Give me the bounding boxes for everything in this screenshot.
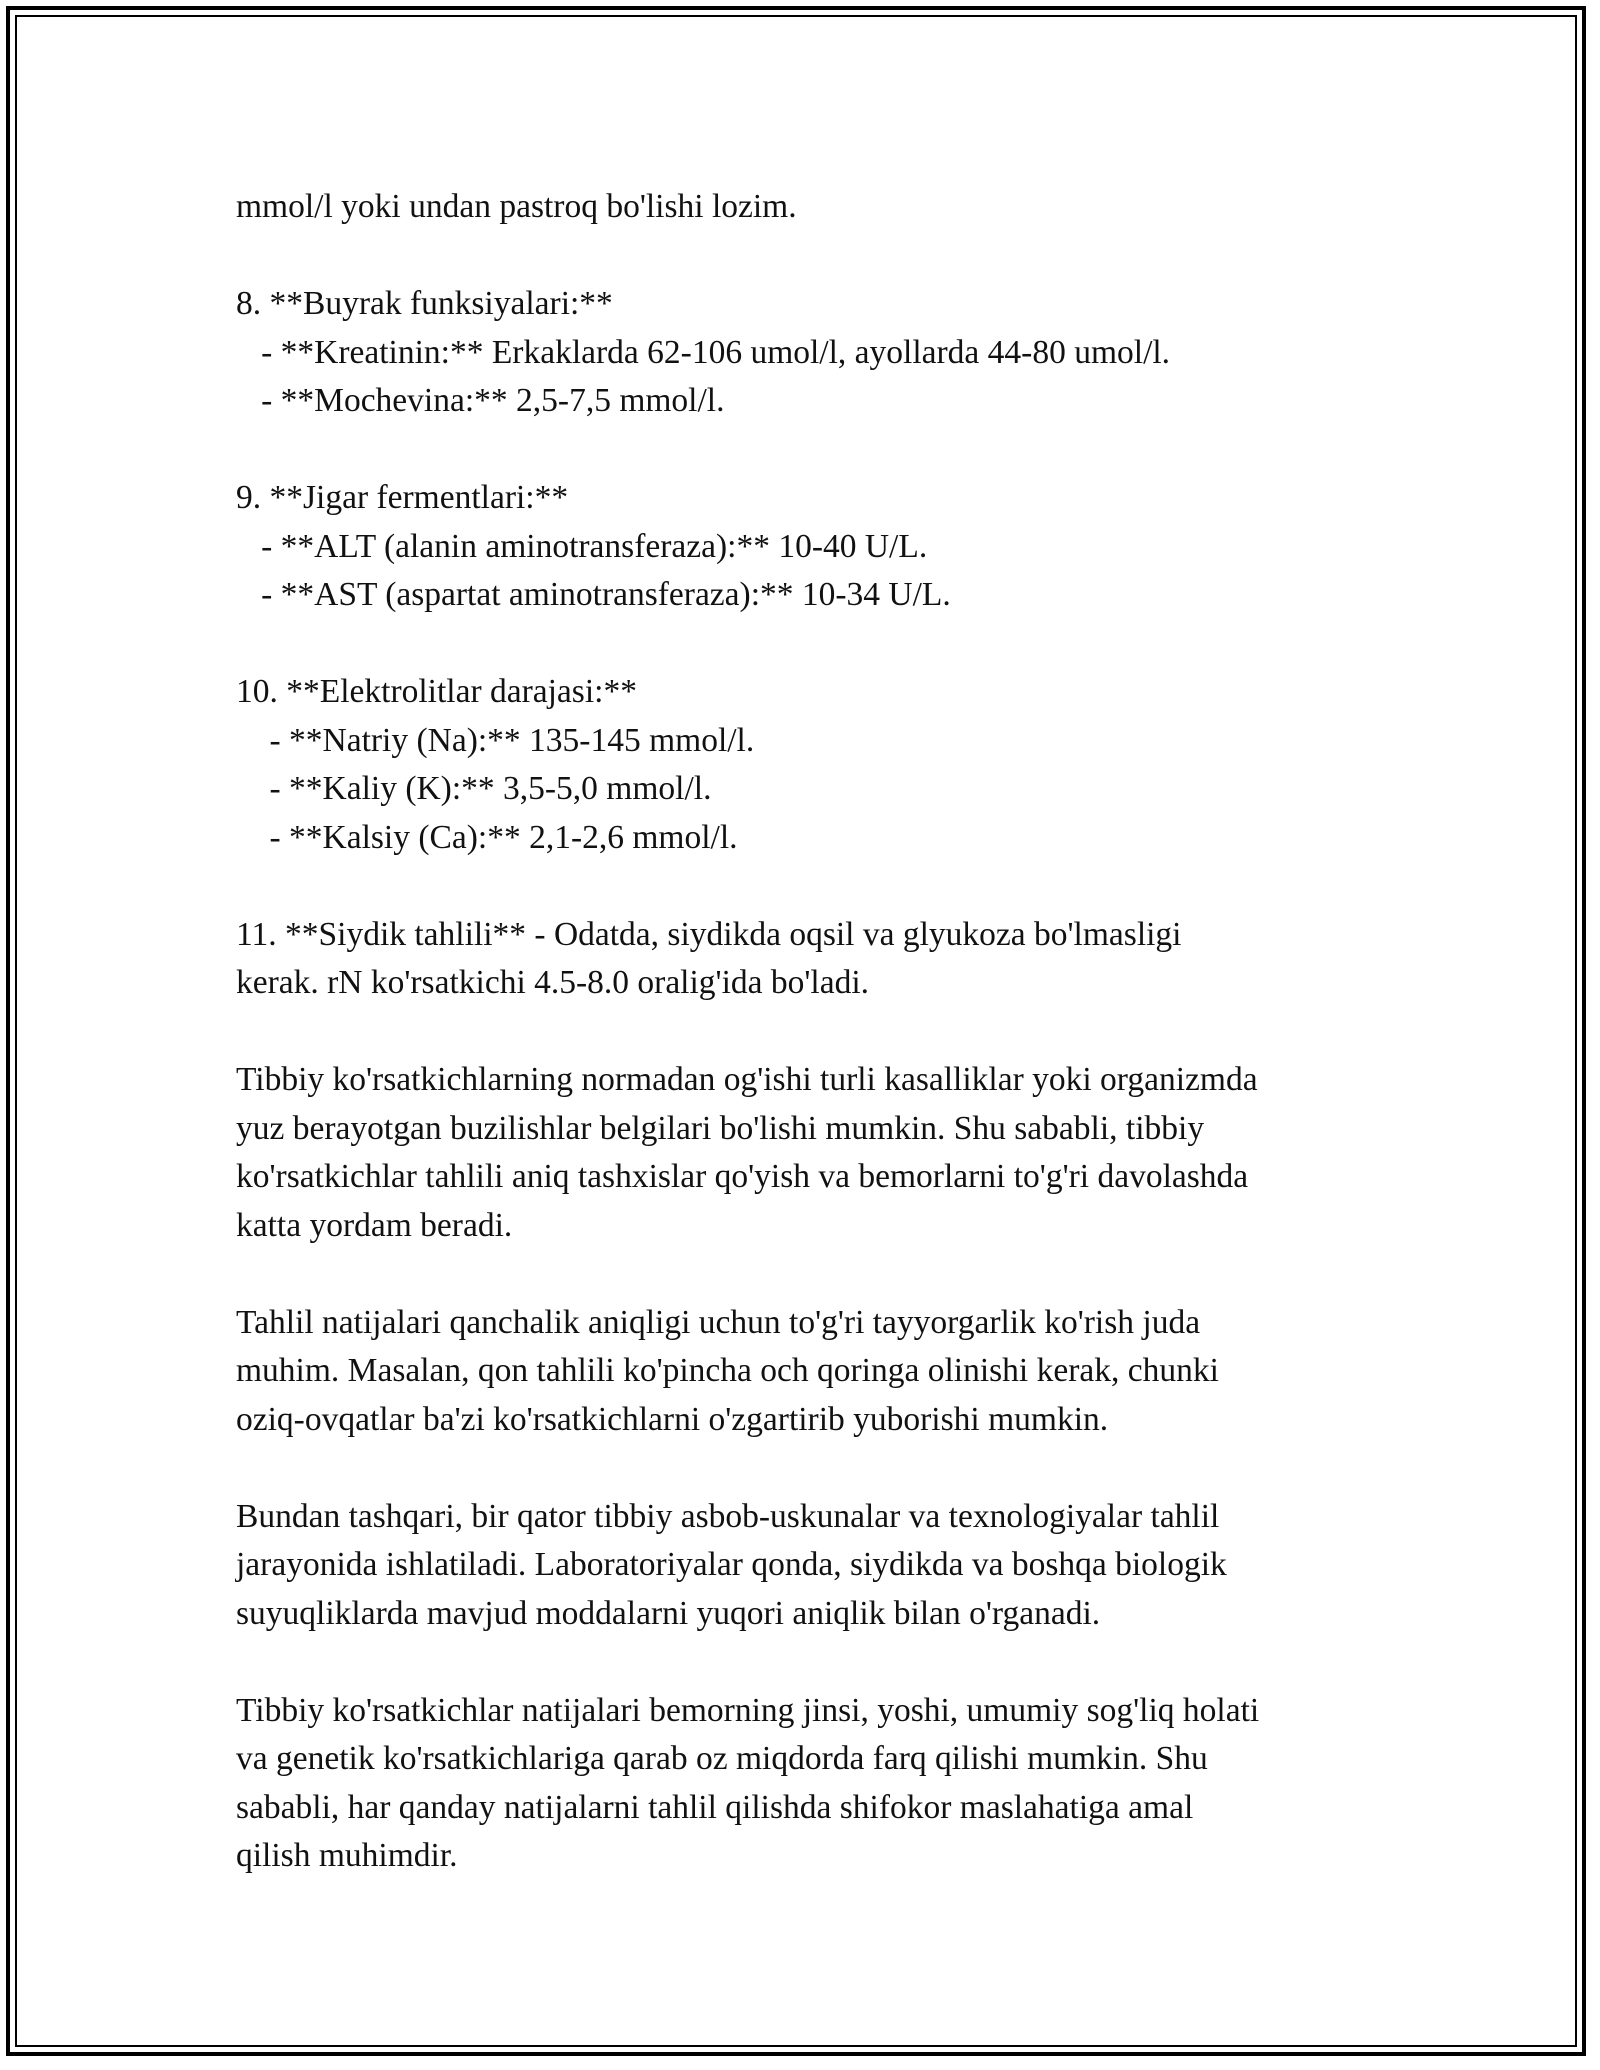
spacer [236, 426, 1386, 475]
paragraph-line: yuz berayotgan buzilishlar belgilari bo'lishi mumkin. Shu sababli, tibbiy [236, 1109, 1205, 1147]
list-item: - **Kalsiy (Ca):** 2,1-2,6 mmol/l. [236, 818, 738, 856]
spacer [236, 1008, 1386, 1057]
list-item: - **AST (aspartat aminotransferaza):** 10-34 U/L. [236, 576, 951, 613]
section-10-electrolytes [236, 668, 1386, 862]
paragraph-equipment [236, 1493, 1386, 1639]
paragraph-line: ko'rsatkichlar tahlili aniq tashxislar qo'yish va bemorlarni to'g'ri davolashda [236, 1158, 1249, 1195]
spacer [236, 862, 1386, 911]
section-11-urine-analysis [236, 911, 1386, 1008]
paragraph-line: Tahlil natijalari qanchalik aniqligi uchun to'g'ri tayyorgarlik ko'rish juda [236, 1303, 1201, 1341]
list-item: - **Mochevina:** 2,5-7,5 mmol/l. [236, 382, 725, 419]
paragraph-deviations [236, 1056, 1386, 1250]
paragraph-line: Tibbiy ko'rsatkichlar natijalari bemorning jinsi, yoshi, umumiy sog'liq holati [236, 1691, 1260, 1729]
spacer [236, 1638, 1386, 1687]
list-item: - **Natriy (Na):** 135-145 mmol/l. [236, 721, 755, 759]
paragraph-line: va genetik ko'rsatkichlariga qarab oz miqdorda farq qilishi mumkin. Shu [236, 1740, 1208, 1777]
section-8-kidney-functions [236, 280, 1386, 426]
paragraph-line: sababli, har qanday natijalarni tahlil qilishda shifokor maslahatiga amal [236, 1788, 1194, 1826]
spacer [236, 1444, 1386, 1493]
list-item: - **Kaliy (K):** 3,5-5,0 mmol/l. [236, 770, 712, 807]
paragraph-factors [236, 1687, 1386, 1881]
spacer [236, 620, 1386, 669]
document-body [236, 183, 1386, 1881]
paragraph-line: suyuqliklarda mavjud moddalarni yuqori aniqlik bilan o'rganadi. [236, 1594, 1101, 1632]
paragraph-line: katta yordam beradi. [236, 1206, 513, 1244]
spacer [236, 1250, 1386, 1299]
paragraph-line: muhim. Masalan, qon tahlili ko'pincha och qoringa olinishi kerak, chunki [236, 1352, 1219, 1389]
paragraph-line: 11. **Siydik tahlili** - Odatda, siydikda oqsil va glyukoza bo'lmasligi [236, 915, 1182, 953]
list-item: - **Kreatinin:** Erkaklarda 62-106 umol/l, ayollarda 44-80 umol/l. [236, 333, 1171, 371]
paragraph-line: qilish muhimdir. [236, 1837, 458, 1874]
paragraph-line: jarayonida ishlatiladi. Laboratoriyalar qonda, siydikda va boshqa biologik [236, 1546, 1227, 1583]
list-item: - **ALT (alanin aminotransferaza):** 10-40 U/L. [236, 527, 928, 565]
section-9-liver-enzymes [236, 474, 1386, 620]
intro-line: mmol/l yoki undan pastroq bo'lishi lozim. [236, 188, 797, 225]
paragraph-line: Bundan tashqari, bir qator tibbiy asbob-uskunalar va texnologiyalar tahlil [236, 1497, 1220, 1535]
paragraph-line: Tibbiy ko'rsatkichlarning normadan og'ishi turli kasalliklar yoki organizmda [236, 1061, 1258, 1098]
spacer [236, 232, 1386, 281]
section-heading: 10. **Elektrolitlar darajasi:** [236, 673, 637, 710]
paragraph-line: kerak. rN ko'rsatkichi 4.5-8.0 oralig'ida bo'ladi. [236, 964, 870, 1001]
paragraph-line: oziq-ovqatlar ba'zi ko'rsatkichlarni o'zgartirib yuborishi mumkin. [236, 1400, 1109, 1438]
section-heading: 8. **Buyrak funksiyalari:** [236, 285, 613, 322]
paragraph-preparation [236, 1299, 1386, 1445]
section-heading: 9. **Jigar fermentlari:** [236, 479, 569, 516]
